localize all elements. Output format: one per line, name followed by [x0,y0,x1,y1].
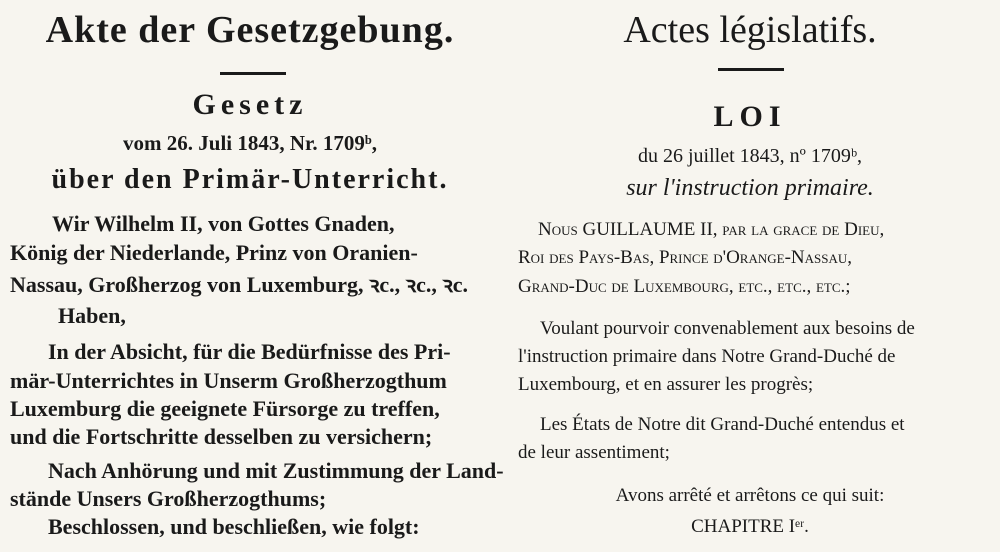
french-text-line: Roi des Pays-Bas, Prince d'Orange-Nassau, [518,247,852,268]
german-text-line: In der Absicht, für die Bedürfnisse des Pri- [48,339,451,364]
german-text-line: Wir Wilhelm II, von Gottes Gnaden, [52,211,395,236]
german-text-line: mär-Unterrichtes in Unserm Großherzogthum [10,368,447,393]
french-subject: sur l'instruction primaire. [626,175,874,201]
german-text-line: Nassau, Großherzog von Luxemburg, ꝛc., ꝛc., ꝛc. [10,272,469,297]
german-column [0,0,504,540]
french-section-heading: Actes législatifs. [623,9,877,51]
german-date-line: vom 26. Juli 1843, Nr. 1709ᵇ, [123,131,377,155]
french-text-line: Nous GUILLAUME II, par la grace de Dieu, [538,219,885,240]
french-text-line: Grand-Duc de Luxembourg, etc., etc., etc.; [518,276,851,297]
french-text-line: Avons arrêté et arrêtons ce qui suit: [615,485,885,506]
french-heading-rule [718,68,784,71]
french-chapter-heading-text: CHAPITRE Iᵉʳ. [691,516,809,537]
french-law-title: LOI [713,100,787,133]
german-text-line: stände Unsers Großherzogthums; [10,486,327,511]
german-text-line: König der Niederlande, Prinz von Oranien- [10,240,418,265]
german-subject: über den Primär-Unterricht. [51,164,449,195]
german-law-title: Gesetz [192,88,308,121]
french-text-line: Les États de Notre dit Grand-Duché entendus et [540,414,905,435]
french-chapter-heading [500,516,1000,540]
french-text-line: Luxembourg, et en assurer les progrès; [518,374,814,395]
french-text-line: l'instruction primaire dans Notre Grand-Duché de [518,346,896,367]
german-text-line: und die Fortschritte desselben zu versichern; [10,424,433,449]
german-text-line: Luxemburg die geeignete Fürsorge zu treffen, [10,396,440,421]
french-column [500,0,1000,540]
german-text-line: Beschlossen, und beschließen, wie folgt: [48,514,420,539]
german-heading-rule [220,72,286,75]
french-text-line: Voulant pourvoir convenablement aux besoins de [540,318,915,339]
german-section-heading: Akte der Gesetzgebung. [45,9,455,51]
german-text-line: Haben, [58,303,126,328]
french-text-line: de leur assentiment; [518,442,670,463]
german-text-line: Nach Anhörung und mit Zustimmung der Land- [48,458,504,483]
french-date-line: du 26 juillet 1843, nº 1709ᵇ, [637,145,863,167]
